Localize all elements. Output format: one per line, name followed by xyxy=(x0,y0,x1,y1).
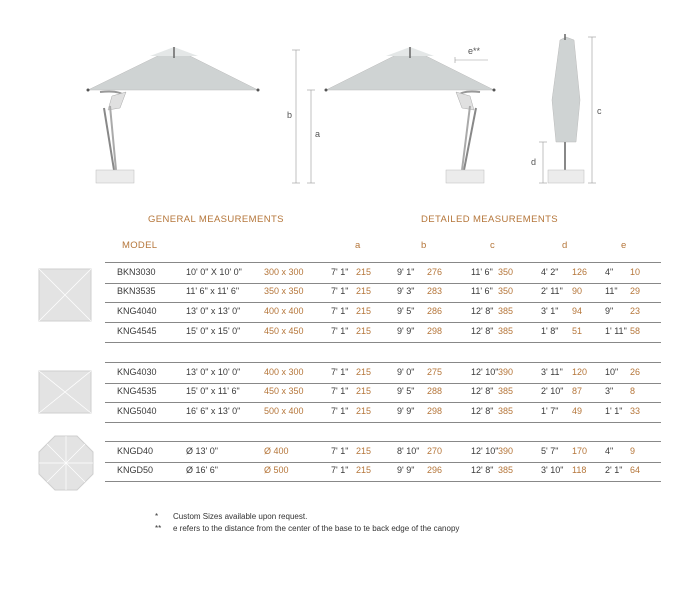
cell-model: BKN3535 xyxy=(117,286,156,296)
cell-a-cm: 215 xyxy=(356,286,372,296)
dimension-a xyxy=(307,90,320,183)
cell-a-ft: 7' 1" xyxy=(331,406,349,416)
cell-e-cm: 10 xyxy=(630,267,641,277)
cell-b-cm: 275 xyxy=(427,367,443,377)
cell-ft: 13' 0" x 10' 0" xyxy=(186,367,241,377)
cell-e-ft: 3" xyxy=(605,386,614,396)
detailed-measurements-heading: DETAILED MEASUREMENTS xyxy=(421,214,559,225)
cell-cm: 500 x 400 xyxy=(264,406,304,416)
cell-b-ft: 9' 3" xyxy=(397,286,415,296)
cell-a-cm: 215 xyxy=(356,386,372,396)
umbrella-closed xyxy=(548,34,584,183)
cell-cm: 450 x 450 xyxy=(264,326,304,336)
cell-a-cm: 215 xyxy=(356,446,372,456)
col-d: d xyxy=(562,240,568,251)
cell-model: KNG4545 xyxy=(117,326,157,336)
cell-c-cm: 390 xyxy=(498,367,514,377)
cell-cm: 350 x 350 xyxy=(264,286,304,296)
label-c: c xyxy=(597,106,602,116)
cell-e-ft: 1' 11" xyxy=(605,326,627,336)
general-measurements-heading: GENERAL MEASUREMENTS xyxy=(148,214,284,225)
cell-d-ft: 2' 10" xyxy=(541,386,564,396)
label-d: d xyxy=(531,157,537,167)
cell-c-ft: 12' 8" xyxy=(471,386,494,396)
cell-cm: 450 x 350 xyxy=(264,386,304,396)
cell-d-cm: 120 xyxy=(572,367,588,377)
cell-ft: 15' 0" x 11' 6" xyxy=(186,386,240,396)
cell-a-cm: 215 xyxy=(356,326,372,336)
cell-a-cm: 215 xyxy=(356,267,372,277)
cell-ft: Ø 16' 6" xyxy=(186,465,218,475)
cell-ft: 11' 6" x 11' 6" xyxy=(186,286,240,296)
cell-d-ft: 4' 2" xyxy=(541,267,559,277)
cell-d-cm: 51 xyxy=(572,326,583,336)
umbrella-diagrams xyxy=(0,0,700,200)
cell-b-cm: 298 xyxy=(427,326,443,336)
cell-c-ft: 12' 8" xyxy=(471,406,494,416)
cell-b-cm: 286 xyxy=(427,306,443,316)
cell-c-cm: 350 xyxy=(498,286,514,296)
table-row xyxy=(105,402,661,423)
cell-e-ft: 10" xyxy=(605,367,619,377)
cell-e-cm: 23 xyxy=(630,306,641,316)
table-row xyxy=(105,382,661,403)
rectangular-canopy-thumbnail xyxy=(38,370,92,414)
cell-d-cm: 90 xyxy=(572,286,583,296)
cell-c-ft: 12' 10" xyxy=(471,367,499,377)
cell-c-cm: 385 xyxy=(498,326,514,336)
cell-b-ft: 9' 1" xyxy=(397,267,415,277)
cell-model: KNG4030 xyxy=(117,367,157,377)
cell-d-cm: 49 xyxy=(572,406,583,416)
cell-a-cm: 215 xyxy=(356,367,372,377)
cell-ft: 13' 0" x 13' 0" xyxy=(186,306,241,316)
cell-b-ft: 9' 9" xyxy=(397,465,415,475)
dimension-d xyxy=(531,142,547,183)
cell-e-cm: 64 xyxy=(630,465,641,475)
cell-b-ft: 8' 10" xyxy=(397,446,420,456)
cell-d-ft: 1' 7" xyxy=(541,406,559,416)
cell-cm: 400 x 300 xyxy=(264,367,304,377)
cell-c-cm: 385 xyxy=(498,406,514,416)
cell-model: KNGD50 xyxy=(117,465,154,475)
cell-c-ft: 11' 6" xyxy=(471,267,493,277)
label-a: a xyxy=(315,129,321,139)
cell-a-ft: 7' 1" xyxy=(331,267,349,277)
cell-cm: Ø 400 xyxy=(264,446,289,456)
cell-a-ft: 7' 1" xyxy=(331,326,349,336)
cell-cm: 400 x 400 xyxy=(264,306,304,316)
cell-b-cm: 288 xyxy=(427,386,443,396)
cell-d-ft: 3' 11" xyxy=(541,367,563,377)
cell-b-cm: 270 xyxy=(427,446,443,456)
cell-c-ft: 12' 8" xyxy=(471,326,494,336)
label-e: e** xyxy=(468,46,481,56)
table-row xyxy=(105,262,661,284)
umbrella-open-side xyxy=(325,47,496,183)
cell-d-cm: 87 xyxy=(572,386,583,396)
dimension-e xyxy=(455,46,488,63)
col-c: c xyxy=(490,240,495,251)
table-row xyxy=(105,282,661,303)
cell-model: KNG4040 xyxy=(117,306,157,316)
cell-c-cm: 385 xyxy=(498,465,514,475)
col-model: MODEL xyxy=(122,240,158,251)
umbrella-open-front xyxy=(87,47,260,183)
cell-e-cm: 58 xyxy=(630,326,641,336)
dimension-c xyxy=(588,37,602,183)
cell-e-cm: 9 xyxy=(630,446,636,456)
cell-model: BKN3030 xyxy=(117,267,156,277)
cell-e-ft: 11" xyxy=(605,286,618,296)
cell-a-ft: 7' 1" xyxy=(331,367,349,377)
cell-d-cm: 118 xyxy=(572,465,587,475)
octagonal-canopy-thumbnail xyxy=(38,435,94,491)
col-b: b xyxy=(421,240,427,251)
cell-model: KNG4535 xyxy=(117,386,157,396)
table-row xyxy=(105,441,661,463)
table-row xyxy=(105,362,661,384)
cell-e-cm: 8 xyxy=(630,386,636,396)
cell-e-cm: 33 xyxy=(630,406,641,416)
cell-c-ft: 12' 8" xyxy=(471,465,494,475)
cell-a-cm: 215 xyxy=(356,306,372,316)
cell-b-cm: 283 xyxy=(427,286,443,296)
cell-b-ft: 9' 9" xyxy=(397,406,415,416)
cell-e-cm: 26 xyxy=(630,367,641,377)
col-e: e xyxy=(621,240,627,251)
cell-model: KNG5040 xyxy=(117,406,157,416)
cell-ft: 10' 0" X 10' 0" xyxy=(186,267,242,277)
label-b: b xyxy=(287,110,293,120)
cell-c-cm: 350 xyxy=(498,267,514,277)
cell-cm: Ø 500 xyxy=(264,465,289,475)
dimension-b xyxy=(287,50,300,183)
table-row xyxy=(105,302,661,323)
note-e-definition: ** e refers to the distance from the center of the base to te back edge of the canopy xyxy=(155,524,460,533)
cell-e-ft: 4" xyxy=(605,446,614,456)
cell-d-ft: 1' 8" xyxy=(541,326,559,336)
cell-a-ft: 7' 1" xyxy=(331,465,349,475)
table-row xyxy=(105,461,661,482)
cell-e-cm: 29 xyxy=(630,286,641,296)
cell-d-ft: 3' 1" xyxy=(541,306,559,316)
cell-b-ft: 9' 9" xyxy=(397,326,415,336)
cell-e-ft: 2' 1" xyxy=(605,465,623,475)
cell-d-cm: 170 xyxy=(572,446,588,456)
cell-ft: 16' 6" x 13' 0" xyxy=(186,406,241,416)
cell-c-cm: 385 xyxy=(498,306,514,316)
note-custom-sizes: * Custom Sizes available upon request. xyxy=(155,512,308,521)
cell-b-cm: 276 xyxy=(427,267,443,277)
cell-d-ft: 3' 10" xyxy=(541,465,564,475)
cell-ft: Ø 13' 0" xyxy=(186,446,218,456)
square-canopy-thumbnail xyxy=(38,268,92,322)
cell-b-cm: 296 xyxy=(427,465,443,475)
cell-a-ft: 7' 1" xyxy=(331,386,349,396)
cell-b-ft: 9' 5" xyxy=(397,386,415,396)
cell-model: KNGD40 xyxy=(117,446,154,456)
cell-c-ft: 12' 10" xyxy=(471,446,499,456)
cell-c-cm: 385 xyxy=(498,386,514,396)
cell-e-ft: 4" xyxy=(605,267,614,277)
cell-e-ft: 9" xyxy=(605,306,614,316)
cell-a-cm: 215 xyxy=(356,406,372,416)
cell-a-cm: 215 xyxy=(356,465,372,475)
cell-ft: 15' 0" x 15' 0" xyxy=(186,326,241,336)
cell-d-cm: 126 xyxy=(572,267,588,277)
cell-e-ft: 1' 1" xyxy=(605,406,623,416)
cell-a-ft: 7' 1" xyxy=(331,286,349,296)
cell-d-cm: 94 xyxy=(572,306,583,316)
cell-d-ft: 5' 7" xyxy=(541,446,559,456)
cell-b-cm: 298 xyxy=(427,406,443,416)
cell-c-cm: 390 xyxy=(498,446,514,456)
cell-b-ft: 9' 5" xyxy=(397,306,415,316)
cell-a-ft: 7' 1" xyxy=(331,446,349,456)
cell-c-ft: 11' 6" xyxy=(471,286,493,296)
cell-b-ft: 9' 0" xyxy=(397,367,415,377)
table-row xyxy=(105,322,661,343)
cell-d-ft: 2' 11" xyxy=(541,286,563,296)
cell-c-ft: 12' 8" xyxy=(471,306,494,316)
col-a: a xyxy=(355,240,361,251)
cell-a-ft: 7' 1" xyxy=(331,306,349,316)
cell-cm: 300 x 300 xyxy=(264,267,304,277)
